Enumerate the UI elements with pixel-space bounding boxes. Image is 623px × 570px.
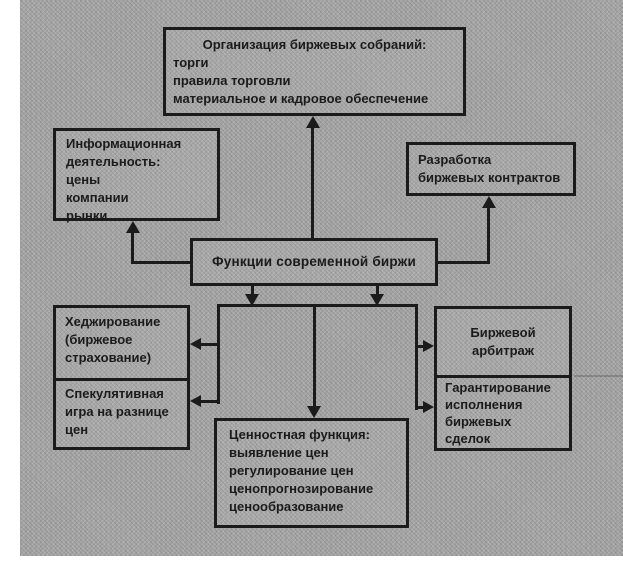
arbitrage-line: Биржевой (470, 325, 536, 340)
value-item: ценопрогнозирование (229, 481, 374, 496)
hedging-line: Хеджирование (65, 314, 161, 329)
connector-frame-top (217, 304, 418, 307)
arrowhead-up (482, 196, 496, 208)
organization-item: правила торговли (173, 73, 291, 88)
speculation-box (56, 381, 187, 447)
connector-center-to-information-h (131, 261, 192, 264)
scan-artifact-line (574, 375, 623, 377)
diagram-background (20, 0, 623, 556)
organization-title: Организация биржевых собраний: (202, 37, 427, 52)
arrowhead-down (307, 406, 321, 418)
guarantee-box (437, 378, 569, 448)
organization-item: торги (173, 55, 209, 70)
value-item: ценообразование (229, 499, 344, 514)
connector-center-to-contracts-v (487, 206, 490, 264)
arrowhead-left (190, 395, 201, 407)
speculation-line: Спекулятивная (65, 386, 164, 401)
connector-to-speculation (201, 400, 220, 403)
information-item: компании (66, 190, 129, 205)
guarantee-line: исполнения (445, 397, 523, 412)
organization-item: материальное и кадровое обеспечение (173, 91, 429, 106)
speculation-line: игра на разнице (65, 404, 169, 419)
speculation-line: цен (65, 422, 89, 437)
connector-to-hedging (201, 343, 220, 346)
contracts-line: биржевых контрактов (418, 170, 561, 185)
connector-frame-middle (313, 304, 316, 407)
information-item: цены (66, 172, 101, 187)
connector-frame-right (415, 304, 418, 410)
arrowhead-right (423, 401, 434, 413)
left-stack (53, 305, 190, 450)
center-box-label: Функции современной биржи (212, 254, 416, 269)
guarantee-line: Гарантирование (445, 380, 551, 395)
arrowhead-right (423, 340, 434, 352)
information-title: Информационная деятельность: (66, 136, 182, 169)
contracts-line: Разработка (418, 152, 492, 167)
contracts-box (406, 142, 576, 196)
connector-center-to-organization (311, 126, 314, 238)
hedging-line: страхование) (65, 350, 152, 365)
arbitrage-line: арбитраж (472, 343, 534, 358)
connector-center-to-contracts-h (437, 261, 490, 264)
right-stack (434, 306, 572, 451)
value-item: выявление цен (229, 445, 329, 460)
value-item: регулирование цен (229, 463, 354, 478)
guarantee-line: биржевых (445, 414, 512, 429)
connector-center-to-information-v (131, 231, 134, 264)
organization-box (163, 27, 466, 116)
value-title: Ценностная функция: (229, 427, 370, 442)
center-box (190, 238, 438, 286)
arrowhead-left (190, 338, 201, 350)
connector-frame-left (217, 304, 220, 404)
arbitrage-box (437, 309, 569, 378)
hedging-line: (биржевое (65, 332, 133, 347)
guarantee-line: сделок (445, 431, 491, 446)
information-box (53, 128, 220, 221)
arrowhead-up (306, 116, 320, 128)
information-item: рынки (66, 208, 108, 223)
arrowhead-up (126, 221, 140, 233)
hedging-box (56, 308, 187, 381)
value-box (214, 418, 409, 528)
